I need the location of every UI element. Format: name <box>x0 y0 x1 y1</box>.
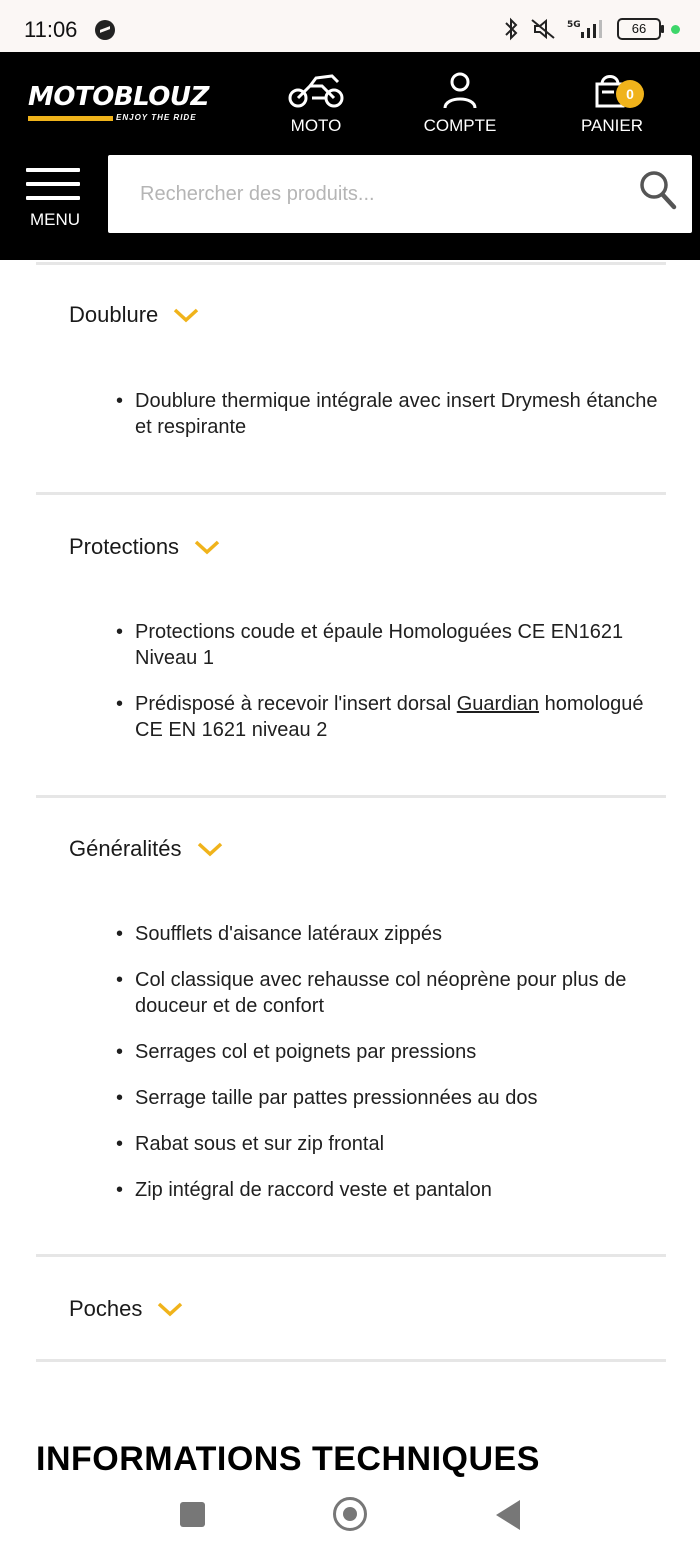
list-item: • Serrage taille par pattes pressionnées au dos <box>116 1085 676 1111</box>
logo[interactable] <box>28 82 223 142</box>
nav-compte-label: COMPTE <box>423 116 497 135</box>
search-icon[interactable] <box>638 169 678 213</box>
list-item: • Col classique avec rehausse col néoprène pour plus de douceur et de confort <box>116 967 676 1019</box>
nav-compte[interactable] <box>415 70 505 136</box>
list-doublure <box>116 388 676 460</box>
list-item: • Rabat sous et sur zip frontal <box>116 1131 676 1157</box>
menu-label: MENU <box>29 210 81 229</box>
section-title-poches: Poches <box>69 1296 143 1321</box>
status-icons <box>503 16 680 42</box>
back-button[interactable] <box>496 1500 520 1530</box>
chevron-down-icon <box>196 840 224 858</box>
list-item: • Doublure thermique intégrale avec insert Drymesh étanche et respirante <box>116 388 676 440</box>
logo-text: MOTOBLOUZ <box>28 82 209 112</box>
divider <box>36 262 666 265</box>
status-time: 11:06 <box>24 17 78 42</box>
logo-tagline: ENJOY THE RIDE <box>116 113 197 122</box>
cart-count-badge: 0 <box>616 80 644 108</box>
search-input[interactable] <box>108 155 618 233</box>
chevron-down-icon <box>156 1300 184 1318</box>
list-item-text: homologué CE EN 1621 niveau 2 <box>135 693 644 741</box>
list-item: • Protections coude et épaule Homologuées CE EN1621 Niveau 1 <box>116 619 676 671</box>
list-item: • Zip intégral de raccord veste et pantalon <box>116 1177 676 1203</box>
android-nav-bar <box>0 1480 700 1556</box>
nav-panier-label: PANIER <box>580 116 644 135</box>
nav-panier[interactable] <box>572 70 652 136</box>
section-title-doublure: Doublure <box>69 302 159 327</box>
chevron-down-icon <box>193 538 221 556</box>
divider <box>36 1254 666 1257</box>
list-protections <box>116 619 676 763</box>
bluetooth-icon <box>503 17 519 41</box>
nav-moto-label: MOTO <box>290 116 342 135</box>
motorcycle-icon <box>288 70 344 110</box>
informations-techniques-heading: INFORMATIONS TECHNIQUES <box>36 1440 540 1478</box>
logo-underline <box>28 116 113 121</box>
section-toggle-generalites[interactable] <box>69 836 224 862</box>
guardian-link[interactable]: Guardian <box>456 693 540 715</box>
section-title-generalites: Généralités <box>69 836 182 861</box>
chevron-down-icon <box>172 306 200 324</box>
svg-text:5G: 5G <box>567 20 581 30</box>
hamburger-icon <box>26 168 84 200</box>
site-header <box>0 52 700 260</box>
messenger-icon <box>95 20 115 40</box>
list-generalites <box>116 921 676 1223</box>
menu-button[interactable] <box>26 168 84 240</box>
section-toggle-doublure[interactable] <box>69 302 200 328</box>
search-box <box>108 155 692 233</box>
signal-5g-icon <box>567 17 607 41</box>
privacy-indicator-dot <box>671 25 680 34</box>
list-item-text: Prédisposé à recevoir l'insert dorsal <box>135 693 457 715</box>
battery-icon: 66 <box>617 18 661 40</box>
divider <box>36 492 666 495</box>
divider <box>36 1359 666 1362</box>
list-item: • Soufflets d'aisance latéraux zippés <box>116 921 676 947</box>
status-bar <box>0 0 700 52</box>
nav-moto[interactable] <box>282 70 350 136</box>
user-icon <box>440 70 480 110</box>
section-title-protections: Protections <box>69 534 180 559</box>
section-toggle-protections[interactable] <box>69 534 221 560</box>
mute-icon <box>529 17 557 41</box>
divider <box>36 795 666 798</box>
recent-apps-button[interactable] <box>180 1502 205 1527</box>
list-item <box>116 691 676 743</box>
section-toggle-poches[interactable] <box>69 1296 184 1322</box>
list-item: • Serrages col et poignets par pressions <box>116 1039 676 1065</box>
home-button[interactable] <box>333 1497 367 1531</box>
